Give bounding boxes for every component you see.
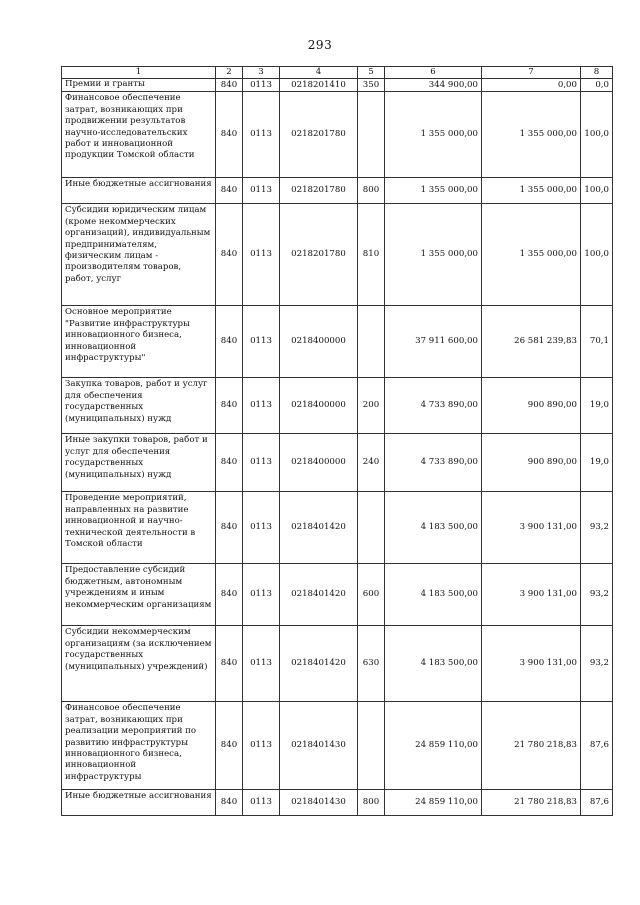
table-row — [62, 178, 613, 204]
cell-actual-amount: 3 900 131,00 — [482, 492, 581, 564]
cell-actual-amount: 3 900 131,00 — [482, 564, 581, 626]
cell-planned-amount: 4 183 500,00 — [385, 564, 482, 626]
cell-percent: 19,0 — [581, 378, 613, 434]
cell-ministry-code: 840 — [216, 79, 243, 92]
cell-section-code: 0113 — [243, 702, 280, 790]
column-header: 3 — [243, 67, 280, 79]
cell-percent: 87,6 — [581, 702, 613, 790]
table-row — [62, 378, 613, 434]
column-header: 8 — [581, 67, 613, 79]
cell-expense-type: 600 — [358, 564, 385, 626]
cell-section-code: 0113 — [243, 178, 280, 204]
cell-percent: 100,0 — [581, 204, 613, 306]
cell-expense-type — [358, 702, 385, 790]
cell-percent: 100,0 — [581, 92, 613, 178]
cell-planned-amount: 1 355 000,00 — [385, 92, 482, 178]
cell-target-code: 0218400000 — [280, 434, 358, 492]
row-name: Финансовое обеспечение затрат, возникающих при продвижении результатов научно-исследовательских работ и инновационной продукции Томской области — [62, 92, 216, 178]
cell-ministry-code: 840 — [216, 434, 243, 492]
cell-planned-amount: 24 859 110,00 — [385, 702, 482, 790]
row-name: Субсидии некоммерческим организациям (за исключением государственных (муниципальных) учреждений) — [62, 626, 216, 702]
cell-planned-amount: 24 859 110,00 — [385, 790, 482, 816]
cell-section-code: 0113 — [243, 564, 280, 626]
row-name: Предоставление субсидий бюджетным, автономным учреждениям и иным некоммерческим организациям — [62, 564, 216, 626]
cell-actual-amount: 21 780 218,83 — [482, 790, 581, 816]
cell-section-code: 0113 — [243, 204, 280, 306]
table-row — [62, 92, 613, 178]
table-row — [62, 204, 613, 306]
cell-actual-amount: 1 355 000,00 — [482, 178, 581, 204]
cell-expense-type: 200 — [358, 378, 385, 434]
table-header-row — [62, 67, 613, 79]
row-name: Иные закупки товаров, работ и услуг для обеспечения государственных (муниципальных) нужд — [62, 434, 216, 492]
cell-target-code: 0218401430 — [280, 702, 358, 790]
cell-planned-amount: 1 355 000,00 — [385, 178, 482, 204]
cell-actual-amount: 1 355 000,00 — [482, 92, 581, 178]
cell-ministry-code: 840 — [216, 92, 243, 178]
cell-target-code: 0218401420 — [280, 492, 358, 564]
cell-target-code: 0218201410 — [280, 79, 358, 92]
cell-section-code: 0113 — [243, 790, 280, 816]
cell-section-code: 0113 — [243, 79, 280, 92]
row-name: Иные бюджетные ассигнования — [62, 178, 216, 204]
cell-ministry-code: 840 — [216, 492, 243, 564]
cell-actual-amount: 26 581 239,83 — [482, 306, 581, 378]
cell-target-code: 0218401420 — [280, 564, 358, 626]
cell-actual-amount: 21 780 218,83 — [482, 702, 581, 790]
cell-section-code: 0113 — [243, 306, 280, 378]
table-row — [62, 79, 613, 92]
row-name: Финансовое обеспечение затрат, возникающих при реализации мероприятий по развитию инфраструктуры инновационного бизнеса, инновационной инфраструктуры — [62, 702, 216, 790]
cell-ministry-code: 840 — [216, 306, 243, 378]
cell-planned-amount: 4 733 890,00 — [385, 434, 482, 492]
column-header: 4 — [280, 67, 358, 79]
table-row — [62, 790, 613, 816]
cell-percent: 87,6 — [581, 790, 613, 816]
table-row — [62, 434, 613, 492]
cell-expense-type — [358, 92, 385, 178]
cell-ministry-code: 840 — [216, 564, 243, 626]
cell-planned-amount: 1 355 000,00 — [385, 204, 482, 306]
cell-percent: 70,1 — [581, 306, 613, 378]
cell-percent: 100,0 — [581, 178, 613, 204]
row-name: Субсидии юридическим лицам (кроме некоммерческих организаций), индивидуальным предпринимателям, физическим лицам - производителям товаров, работ, услуг — [62, 204, 216, 306]
row-name: Проведение мероприятий, направленных на развитие инновационной и научно-технической деятельности в Томской области — [62, 492, 216, 564]
column-header: 1 — [62, 67, 216, 79]
cell-target-code: 0218201780 — [280, 92, 358, 178]
cell-ministry-code: 840 — [216, 178, 243, 204]
page-number: 293 — [307, 38, 333, 52]
row-name: Иные бюджетные ассигнования — [62, 790, 216, 816]
cell-ministry-code: 840 — [216, 378, 243, 434]
cell-percent: 0,0 — [581, 79, 613, 92]
row-name: Основное мероприятие "Развитие инфраструктуры инновационного бизнеса, инновационной инфраструктуры" — [62, 306, 216, 378]
table-row — [62, 564, 613, 626]
cell-target-code: 0218201780 — [280, 178, 358, 204]
cell-expense-type: 800 — [358, 790, 385, 816]
cell-expense-type — [358, 492, 385, 564]
table-row — [62, 306, 613, 378]
cell-section-code: 0113 — [243, 626, 280, 702]
cell-target-code: 0218201780 — [280, 204, 358, 306]
cell-planned-amount: 344 900,00 — [385, 79, 482, 92]
cell-ministry-code: 840 — [216, 790, 243, 816]
table-row — [62, 702, 613, 790]
cell-ministry-code: 840 — [216, 702, 243, 790]
column-header: 6 — [385, 67, 482, 79]
cell-expense-type: 350 — [358, 79, 385, 92]
cell-actual-amount: 3 900 131,00 — [482, 626, 581, 702]
cell-target-code: 0218400000 — [280, 378, 358, 434]
cell-actual-amount: 900 890,00 — [482, 378, 581, 434]
table-row — [62, 492, 613, 564]
cell-percent: 93,2 — [581, 564, 613, 626]
cell-percent: 93,2 — [581, 626, 613, 702]
column-header: 5 — [358, 67, 385, 79]
cell-percent: 93,2 — [581, 492, 613, 564]
cell-section-code: 0113 — [243, 434, 280, 492]
row-name: Закупка товаров, работ и услуг для обеспечения государственных (муниципальных) нужд — [62, 378, 216, 434]
table-row — [62, 626, 613, 702]
cell-planned-amount: 4 183 500,00 — [385, 626, 482, 702]
cell-section-code: 0113 — [243, 92, 280, 178]
cell-expense-type: 240 — [358, 434, 385, 492]
cell-section-code: 0113 — [243, 378, 280, 434]
cell-expense-type — [358, 306, 385, 378]
cell-target-code: 0218401430 — [280, 790, 358, 816]
cell-section-code: 0113 — [243, 492, 280, 564]
cell-percent: 19,0 — [581, 434, 613, 492]
cell-actual-amount: 900 890,00 — [482, 434, 581, 492]
cell-target-code: 0218401420 — [280, 626, 358, 702]
cell-expense-type: 810 — [358, 204, 385, 306]
cell-planned-amount: 4 183 500,00 — [385, 492, 482, 564]
cell-planned-amount: 37 911 600,00 — [385, 306, 482, 378]
cell-planned-amount: 4 733 890,00 — [385, 378, 482, 434]
cell-actual-amount: 1 355 000,00 — [482, 204, 581, 306]
row-name: Премии и гранты — [62, 79, 216, 92]
cell-ministry-code: 840 — [216, 626, 243, 702]
cell-ministry-code: 840 — [216, 204, 243, 306]
budget-table — [61, 66, 613, 816]
cell-target-code: 0218400000 — [280, 306, 358, 378]
cell-actual-amount: 0,00 — [482, 79, 581, 92]
cell-expense-type: 630 — [358, 626, 385, 702]
column-header: 2 — [216, 67, 243, 79]
column-header: 7 — [482, 67, 581, 79]
cell-expense-type: 800 — [358, 178, 385, 204]
